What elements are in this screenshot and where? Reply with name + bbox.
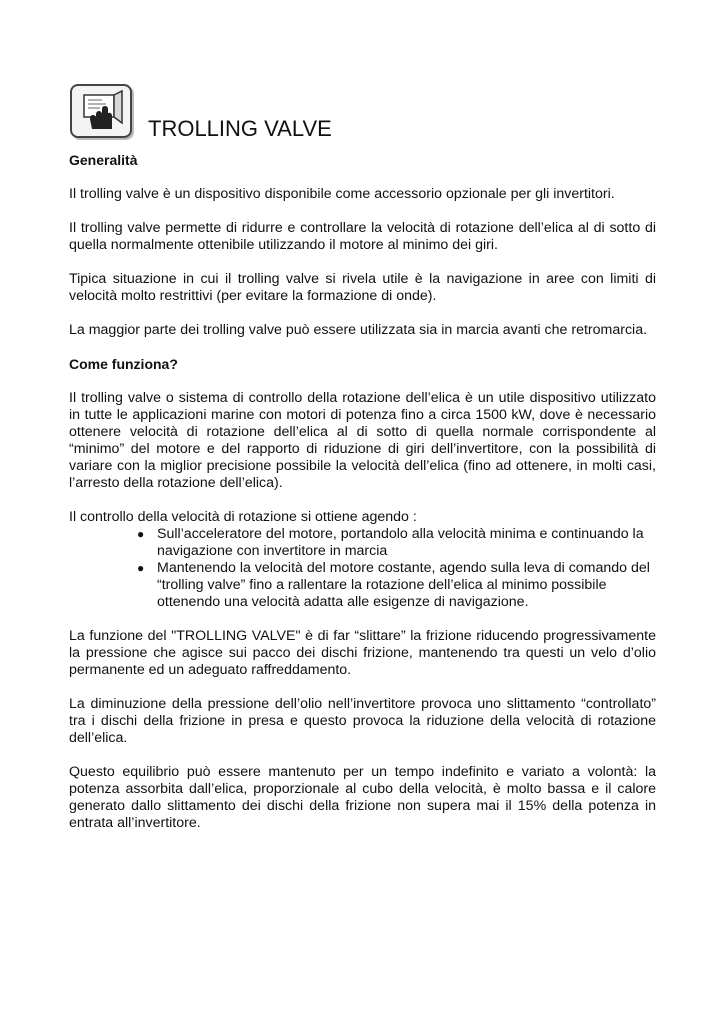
list-item-text: Sull’acceleratore del motore, portandolo alla velocità minima e continuando la navigazione con invertitore in marcia [157, 526, 644, 559]
bullet-icon: ● [137, 561, 145, 575]
document-body [69, 152, 656, 849]
list-item [137, 560, 656, 611]
bullet-icon: ● [137, 527, 145, 541]
paragraph: La funzione del "TROLLING VALVE" è di far “slittare” la frizione riducendo progressivamente la pressione che agisce sui pacco dei dischi frizione, mantenendo tra questi un velo d’olio permanente ed un adeguato raffreddamento. [69, 628, 656, 678]
paragraph: Il controllo della velocità di rotazione si ottiene agendo : [69, 509, 417, 525]
page-title: TROLLING VALVE [148, 116, 332, 141]
paragraph: La diminuzione della pressione dell’olio nell’invertitore provoca uno slittamento “controllato” tra i dischi della frizione in presa e questo provoca la riduzione della velocità di rotazione dell’elica. [69, 696, 656, 746]
list-item-text: Mantenendo la velocità del motore costante, agendo sulla leva di comando del “trolling valve” fino a rallentare la rotazione dell’elica al minimo possibile ottenendo una velocità adatta alle esigenze di navigazione. [157, 560, 650, 610]
paragraph: Questo equilibrio può essere mantenuto per un tempo indefinito e variato a volontà: la potenza assorbita dall’elica, proporzionale al cubo della velocità, è molto bassa e il calore generato dallo slittamento dei dischi della frizione non supera mai il 15% della potenza in entrata all’invertitore. [69, 764, 656, 831]
paragraph: Il trolling valve permette di ridurre e controllare la velocità di rotazione dell’elica al di sotto di quella normalmente ottenibile utilizzando il motore al minimo dei giri. [69, 220, 656, 253]
list-item [137, 526, 656, 560]
section-heading-come-funziona: Come funziona? [69, 356, 178, 372]
paragraph: Tipica situazione in cui il trolling valve si rivela utile è la navigazione in aree con limiti di velocità molto restrittivi (per evitare la formazione di onde). [69, 271, 656, 304]
document-header [70, 84, 670, 140]
hand-touch-screen-icon [70, 84, 132, 138]
bullet-list [69, 526, 656, 611]
section-heading-generalita: Generalità [69, 152, 138, 168]
paragraph: Il trolling valve è un dispositivo disponibile come accessorio opzionale per gli invertitori. [69, 186, 615, 202]
paragraph: Il trolling valve o sistema di controllo della rotazione dell’elica è un utile dispositivo utilizzato in tutte le applicazioni marine con motori di potenza fino a circa 1500 kW, dove è necessario ottenere velocità di rotazione dell’elica al di sotto di quella normale corrispondente al “minimo” del motore e del rapporto di riduzione di giri dell’invertitore, con la possibilità di variare con la miglior precisione possibile la velocità dell’elica (fino ad ottenere, in molti casi, l’arresto della rotazione dell’elica). [69, 390, 656, 491]
paragraph: La maggior parte dei trolling valve può essere utilizzata sia in marcia avanti che retromarcia. [69, 322, 648, 338]
